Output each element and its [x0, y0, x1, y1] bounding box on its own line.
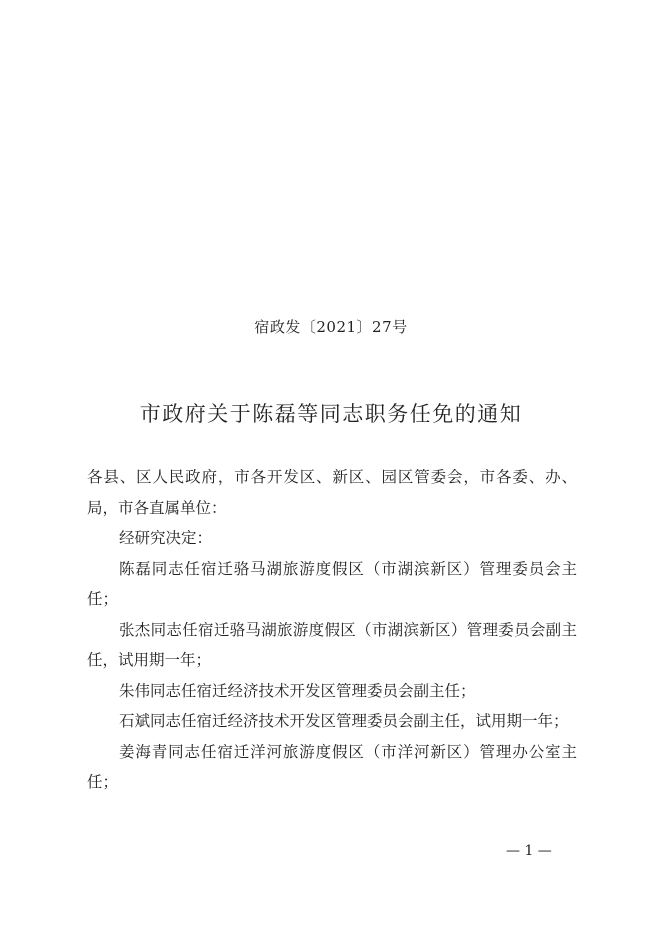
- document-number: 宿政发〔2021〕27号: [254, 318, 408, 336]
- appointment-item: 张杰同志任宿迁骆马湖旅游度假区（市湖滨新区）管理委员会副主任，试用期一年；: [87, 620, 577, 669]
- document-body: [87, 462, 577, 798]
- page-number: — 1 —: [506, 843, 552, 859]
- appointment-item: 姜海青同志任宿迁洋河旅游度假区（市洋河新区）管理办公室主任；: [87, 742, 577, 791]
- appointment-item: 朱伟同志任宿迁经济技术开发区管理委员会副主任；: [119, 681, 476, 700]
- appointment-item: 陈磊同志任宿迁骆马湖旅游度假区（市湖滨新区）管理委员会主任；: [87, 559, 577, 608]
- appointment-item: 石斌同志任宿迁经济技术开发区管理委员会副主任，试用期一年；: [119, 712, 569, 730]
- opening-paragraph: 经研究决定：: [119, 529, 213, 547]
- document-title: 市政府关于陈磊等同志职务任免的通知: [139, 402, 523, 426]
- addressee-paragraph: 各县、区人民政府，市各开发区、新区、园区管委会，市各委、办、局，市各直属单位：: [87, 468, 577, 517]
